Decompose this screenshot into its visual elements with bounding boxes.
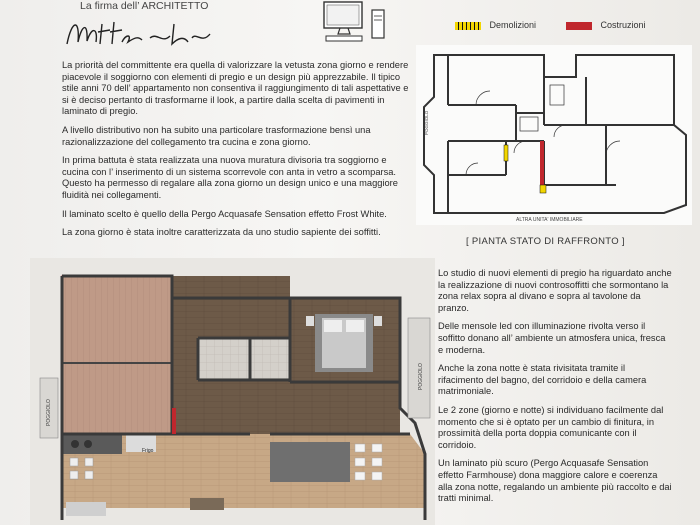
left-paragraph-4: Il laminato scelto è quello della Pergo Acquasafe Sensation effetto Frost White. (62, 208, 387, 219)
demolition-swatch (455, 22, 481, 30)
architect-signature (62, 14, 222, 52)
construction-swatch (566, 22, 592, 30)
comparison-floor-plan (416, 45, 692, 225)
right-text-column (438, 268, 673, 512)
right-paragraph-2: Delle mensole led con illuminazione rivolta verso il soffitto donano all’ ambiente un atmosfera unica, fresca e moderna. (438, 321, 666, 355)
construction-label: Costruzioni (600, 20, 646, 30)
firm-label: La firma dell’ ARCHITETTO (80, 0, 209, 12)
plan-caption: [ PIANTA STATO DI RAFFRONTO ] (466, 236, 625, 247)
balcony-right-label: POGGIOLO (418, 363, 424, 390)
right-paragraph-1: Lo studio di nuovi elementi di pregio ha riguardato anche la realizzazione di nuovi controsoffitti che sormontano la zona relax sopra al divano e sopra al tavolone da pranzo. (438, 268, 672, 313)
left-text-column (62, 60, 412, 246)
small-plan-balcony-label: POGGIOLO (424, 110, 429, 135)
small-plan-neighbor-label: ALTRA UNITA' IMMOBILIARE (516, 217, 583, 223)
right-paragraph-5: Un laminato più scuro (Pergo Acquasafe Sensation effetto Farmhouse) dona maggiore calore e coerenza alla zona notte, regalando un ambiente più raccolto e dai tratti minimal. (438, 458, 672, 504)
right-paragraph-3: Anche la zona notte è stata rivisitata tramite il rifacimento del bagno, del corridoio e della camera matrimoniale. (438, 363, 647, 397)
demolition-label: Demolizioni (489, 20, 537, 30)
computer-icon (320, 0, 390, 45)
left-paragraph-1: La priorità del committente era quella di valorizzare la vetusta zona giorno e rendere piacevole il soggiorno con elementi di pregio e un design più apprezzabile. Il tipico stile anni 70 dell’ appartamento non consentiva il raggiungimento di tali aspettative e si è deciso pertanto di trasformarne il look, a partire dalla scelta di pavimenti in laminato di pregio. (62, 60, 409, 117)
rendered-floor-plan (30, 258, 435, 525)
left-paragraph-5: La zona giorno è stata inoltre caratterizzata da uno studio sapiente dei soffitti. (62, 227, 381, 238)
legend-demolition (455, 20, 536, 30)
balcony-left-label: POGGIOLO (46, 399, 52, 426)
fridge-label: Frigo (142, 448, 154, 454)
left-paragraph-3: In prima battuta è stata realizzata una nuova muratura divisoria tra soggiorno e cucina con l’ inserimento di un sistema scorrevole con anta in vetro a scomparsa. Questo ha permesso di regalare alla zona giorno un design unico e una maggiore fluidità nei collegamenti. (62, 155, 398, 200)
legend-construction (566, 20, 646, 30)
right-paragraph-4: Le 2 zone (giorno e notte) si individuano facilmente dal momento che si è optato per un cambio di finitura, in prossimità della porta doppia comunicante con il corridoio. (438, 404, 664, 450)
left-paragraph-2: A livello distributivo non ha subito una particolare trasformazione bensì una razionalizzazione del collegamento tra cucina e zona giorno. (62, 124, 371, 147)
